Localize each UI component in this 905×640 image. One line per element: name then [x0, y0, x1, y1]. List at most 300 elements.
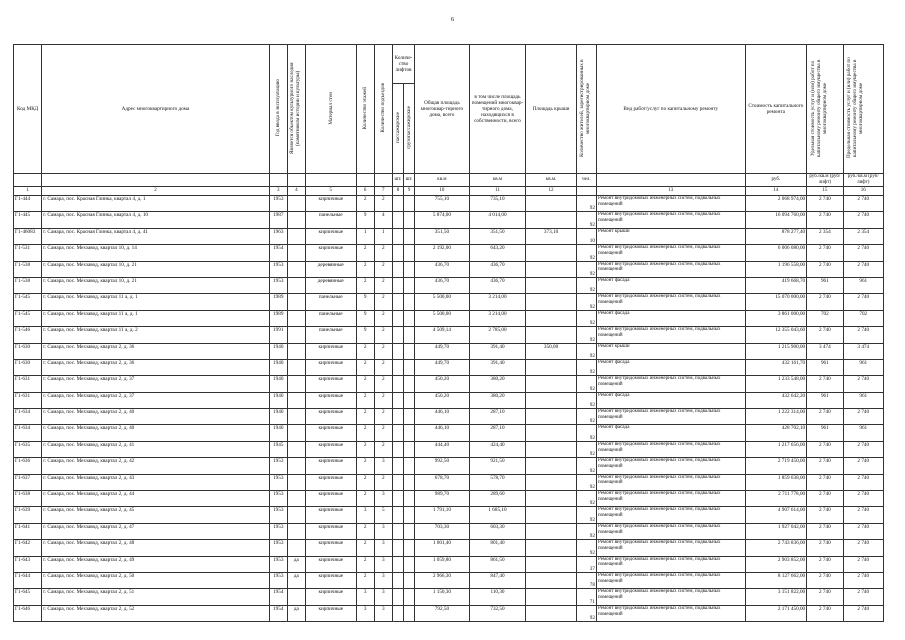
- row-walls: кирпичные: [306, 441, 357, 457]
- row-floors: 9: [356, 327, 374, 343]
- header-roof-area: Площадь крыши: [526, 45, 577, 174]
- row-cost: 2 711 778,00: [745, 491, 807, 507]
- row-work-type: Ремонт внутридомовых инженерных систем, подвальных помещений: [596, 212, 745, 228]
- table-row: [14, 343, 884, 359]
- row-floors: 9: [356, 294, 374, 310]
- row-work-type: Ремонт внутридомовых инженерных систем, подвальных помещений: [596, 523, 745, 539]
- row-limit-cost: 2 740: [843, 572, 883, 588]
- row-residents: 92: [576, 474, 596, 490]
- row-year: 1989: [269, 294, 287, 310]
- row-total-area: 5 500,00: [415, 310, 470, 326]
- row-walls: кирпичные: [306, 359, 357, 375]
- col-number: 4: [287, 187, 305, 196]
- row-limit-cost: 2 740: [843, 441, 883, 457]
- row-code: Г1-638: [14, 491, 42, 507]
- header-cost: Стоимость капитального ремонта: [745, 45, 807, 174]
- row-lifts-passenger: [392, 392, 403, 408]
- row-lifts-passenger: [392, 343, 403, 359]
- row-total-area: 5 874,00: [415, 212, 470, 228]
- row-owned-area: 391,40: [469, 343, 526, 359]
- row-total-area: 792,50: [415, 605, 470, 621]
- row-lifts-cargo: [404, 327, 415, 343]
- row-walls: кирпичные: [306, 491, 357, 507]
- row-year: 1953: [269, 572, 287, 588]
- row-lifts-passenger: [392, 196, 403, 212]
- row-work-type: Ремонт внутридомовых инженерных систем, подвальных помещений: [596, 245, 745, 261]
- row-heritage: [287, 327, 305, 343]
- row-heritage: [287, 343, 305, 359]
- row-residents: 92: [576, 491, 596, 507]
- row-lifts-cargo: [404, 359, 415, 375]
- row-floors: 2: [356, 474, 374, 490]
- row-floors: 2: [356, 572, 374, 588]
- row-unit-cost: 2 740: [807, 376, 843, 392]
- row-year: 1954: [269, 245, 287, 261]
- row-walls: кирпичные: [306, 343, 357, 359]
- row-walls: панельные: [306, 294, 357, 310]
- row-residents: 92: [576, 409, 596, 425]
- row-unit-cost: 2 740: [807, 245, 843, 261]
- units-row: [14, 174, 884, 187]
- row-work-type: Ремонт внутридомовых инженерных систем, подвальных помещений: [596, 491, 745, 507]
- row-cost: 6 006 080,00: [745, 245, 807, 261]
- row-floors: 2: [356, 523, 374, 539]
- row-code: Г1-634: [14, 409, 42, 425]
- row-residents: 92: [576, 212, 596, 228]
- table-row: [14, 523, 884, 539]
- row-lifts-cargo: [404, 458, 415, 474]
- row-lifts-passenger: [392, 572, 403, 588]
- row-unit-cost: 2 740: [807, 572, 843, 588]
- row-floors: 2: [356, 343, 374, 359]
- row-lifts-cargo: [404, 589, 415, 605]
- row-unit-cost: 2 740: [807, 556, 843, 572]
- row-walls: панельные: [306, 212, 357, 228]
- row-code: Г1-630: [14, 359, 42, 375]
- column-number-row: [14, 187, 884, 196]
- row-entrances: 2: [374, 474, 392, 490]
- row-heritage: [287, 540, 305, 556]
- row-walls: панельные: [306, 310, 357, 326]
- row-unit-cost: 2 740: [807, 294, 843, 310]
- col-number: 8: [392, 187, 403, 196]
- row-total-area: 1 791,10: [415, 507, 470, 523]
- header-limit-cost: Предельная стоимость услуг и (или) работ по капитальному ремонту общего имущества в многоквартирном доме: [843, 45, 883, 174]
- col-number: 15: [807, 187, 843, 196]
- row-roof-area: 373,10: [526, 228, 577, 244]
- row-address: г. Самара, пос. Мехзавод, квартал 2, д. 51: [42, 589, 269, 605]
- row-residents: 37: [576, 556, 596, 572]
- row-cost: 2 903 852,00: [745, 556, 807, 572]
- table-row: [14, 376, 884, 392]
- row-lifts-cargo: [404, 523, 415, 539]
- row-walls: кирпичные: [306, 409, 357, 425]
- row-floors: 2: [356, 458, 374, 474]
- col-number: 2: [42, 187, 269, 196]
- row-residents: 92: [576, 261, 596, 277]
- row-roof-area: [526, 409, 577, 425]
- header-owned-area: в том числе площадь помещений многоквар-тирного дома, находящихся в собственности, всего: [469, 45, 526, 174]
- row-limit-cost: 2 740: [843, 507, 883, 523]
- row-entrances: 2: [374, 359, 392, 375]
- unit-limit: руб./кв.м (руб/лифт): [843, 174, 883, 187]
- row-lifts-cargo: [404, 212, 415, 228]
- row-residents: 92: [576, 458, 596, 474]
- header-total-area: Общая площадь многоквар-тирного дома, всего: [415, 45, 470, 174]
- row-roof-area: [526, 556, 577, 572]
- row-address: г. Самара, пос. Мехзавод, квартал 2, д. 40: [42, 409, 269, 425]
- row-lifts-passenger: [392, 310, 403, 326]
- row-entrances: 2: [374, 327, 392, 343]
- header-residents: Количество жителей, зарегистрированных в многоквартирном доме: [576, 45, 596, 174]
- row-heritage: [287, 441, 305, 457]
- row-roof-area: [526, 310, 577, 326]
- row-lifts-cargo: [404, 605, 415, 621]
- col-number: 10: [415, 187, 470, 196]
- row-unit-cost: 2 740: [807, 441, 843, 457]
- row-work-type: Ремонт внутридомовых инженерных систем, подвальных помещений: [596, 605, 745, 621]
- row-owned-area: 3 214,00: [469, 310, 526, 326]
- row-year: 1940: [269, 359, 287, 375]
- table-row: [14, 228, 884, 244]
- unit-cost: руб.: [745, 174, 807, 187]
- row-lifts-passenger: [392, 605, 403, 621]
- row-roof-area: [526, 458, 577, 474]
- row-cost: 1 217 656,00: [745, 441, 807, 457]
- row-year: 1989: [269, 310, 287, 326]
- row-work-type: Ремонт внутридомовых инженерных систем, подвальных помещений: [596, 376, 745, 392]
- row-cost: 432 642,20: [745, 392, 807, 408]
- row-entrances: 2: [374, 441, 392, 457]
- row-limit-cost: 2 740: [843, 409, 883, 425]
- row-owned-area: 861,50: [469, 556, 526, 572]
- row-entrances: 2: [374, 392, 392, 408]
- col-number: 3: [269, 187, 287, 196]
- col-number: 12: [526, 187, 577, 196]
- row-residents: 92: [576, 245, 596, 261]
- row-limit-cost: 702: [843, 310, 883, 326]
- row-heritage: [287, 491, 305, 507]
- table-row: [14, 605, 884, 621]
- row-heritage: [287, 310, 305, 326]
- row-roof-area: [526, 261, 577, 277]
- row-code: Г1-636: [14, 458, 42, 474]
- row-address: г. Самара, пос. Мехзавод, квартал 2, д. 41: [42, 441, 269, 457]
- row-residents: 92: [576, 523, 596, 539]
- row-lifts-passenger: [392, 491, 403, 507]
- row-heritage: [287, 425, 305, 441]
- row-heritage: [287, 261, 305, 277]
- table-row: [14, 212, 884, 228]
- row-entrances: 3: [374, 491, 392, 507]
- row-total-area: 351,50: [415, 228, 470, 244]
- row-unit-cost: 2 740: [807, 589, 843, 605]
- row-unit-cost: 961: [807, 277, 843, 293]
- row-entrances: 3: [374, 458, 392, 474]
- row-work-type: Ремонт внутридомовых инженерных систем, подвальных помещений: [596, 589, 745, 605]
- table-header-row: [14, 45, 884, 84]
- row-address: г. Самара, пос. Мехзавод, квартал 10, д. 21: [42, 277, 269, 293]
- row-lifts-cargo: [404, 474, 415, 490]
- row-cost: 12 355 043,60: [745, 327, 807, 343]
- row-address: г. Самара, пос. Мехзавод, квартал 10, д. 14: [42, 245, 269, 261]
- row-year: 1940: [269, 425, 287, 441]
- row-cost: 3 151 822,00: [745, 589, 807, 605]
- row-code: Г1-641: [14, 523, 42, 539]
- row-work-type: Ремонт внутридомовых инженерных систем, подвальных помещений: [596, 261, 745, 277]
- row-heritage: да: [287, 605, 305, 621]
- row-work-type: Ремонт внутридомовых инженерных систем, подвальных помещений: [596, 507, 745, 523]
- row-total-area: 755,10: [415, 196, 470, 212]
- row-lifts-cargo: [404, 409, 415, 425]
- row-entrances: 3: [374, 556, 392, 572]
- row-address: г. Самара, пос. Мехзавод, квартал 2, д. 45: [42, 507, 269, 523]
- row-code: Г1-645: [14, 589, 42, 605]
- row-address: г. Самара, пос. Мехзавод, квартал 2, д. 42: [42, 458, 269, 474]
- row-owned-area: 391,40: [469, 359, 526, 375]
- row-total-area: 4 509,14: [415, 327, 470, 343]
- col-number: 6: [356, 187, 374, 196]
- row-code: Г1-531: [14, 245, 42, 261]
- row-heritage: [287, 277, 305, 293]
- row-owned-area: 351,50: [469, 228, 526, 244]
- row-roof-area: [526, 327, 577, 343]
- row-cost: 419 668,70: [745, 277, 807, 293]
- row-limit-cost: 2 740: [843, 245, 883, 261]
- table-row: [14, 556, 884, 572]
- row-limit-cost: 2 740: [843, 589, 883, 605]
- row-code: Г1-637: [14, 474, 42, 490]
- row-floors: 2: [356, 277, 374, 293]
- row-limit-cost: 2 740: [843, 261, 883, 277]
- row-roof-area: [526, 589, 577, 605]
- row-lifts-passenger: [392, 376, 403, 392]
- row-floors: 1: [356, 228, 374, 244]
- row-lifts-passenger: [392, 228, 403, 244]
- row-cost: 2 068 974,00: [745, 196, 807, 212]
- row-limit-cost: 2 354: [843, 228, 883, 244]
- row-residents: 92: [576, 605, 596, 621]
- row-address: г. Самара, пос. Мехзавод, квартал 2, д. 48: [42, 540, 269, 556]
- row-entrances: 2: [374, 343, 392, 359]
- row-lifts-cargo: [404, 376, 415, 392]
- row-owned-area: 4 014,00: [469, 212, 526, 228]
- row-walls: кирпичные: [306, 458, 357, 474]
- row-residents: 92: [576, 359, 596, 375]
- row-unit-cost: 2 740: [807, 507, 843, 523]
- row-walls: кирпичные: [306, 228, 357, 244]
- row-unit-cost: 2 740: [807, 327, 843, 343]
- row-walls: кирпичные: [306, 540, 357, 556]
- row-floors: 2: [356, 392, 374, 408]
- table-row: [14, 458, 884, 474]
- row-unit-cost: 702: [807, 310, 843, 326]
- row-code: Г1-634: [14, 425, 42, 441]
- row-lifts-cargo: [404, 343, 415, 359]
- row-code: Г1-631: [14, 376, 42, 392]
- row-address: г. Самара, пос. Мехзавод, квартал 11 а, д. 2: [42, 327, 269, 343]
- table-row: [14, 441, 884, 457]
- row-floors: 2: [356, 359, 374, 375]
- row-work-type: Ремонт внутридомовых инженерных систем, подвальных помещений: [596, 572, 745, 588]
- row-heritage: [287, 507, 305, 523]
- row-code: Г1-538: [14, 277, 42, 293]
- row-residents: 92: [576, 277, 596, 293]
- row-total-area: 446,10: [415, 425, 470, 441]
- unit-lp: шт.: [392, 174, 403, 187]
- row-year: 1953: [269, 556, 287, 572]
- row-lifts-cargo: [404, 245, 415, 261]
- row-entrances: 3: [374, 589, 392, 605]
- row-roof-area: [526, 523, 577, 539]
- row-owned-area: 578,70: [469, 474, 526, 490]
- row-total-area: 992,50: [415, 458, 470, 474]
- row-entrances: 4: [374, 212, 392, 228]
- row-cost: 432 161,70: [745, 359, 807, 375]
- row-roof-area: [526, 212, 577, 228]
- table-row: [14, 245, 884, 261]
- row-roof-area: [526, 605, 577, 621]
- row-heritage: да: [287, 556, 305, 572]
- header-code: Код МКД: [14, 45, 42, 174]
- header-work-type: Вид работ/услуг по капитальному ремонту: [596, 45, 745, 174]
- row-heritage: [287, 245, 305, 261]
- row-lifts-cargo: [404, 540, 415, 556]
- unit-own: кв.м: [469, 174, 526, 187]
- row-entrances: 3: [374, 523, 392, 539]
- row-floors: 9: [356, 212, 374, 228]
- row-heritage: [287, 294, 305, 310]
- row-lifts-cargo: [404, 294, 415, 310]
- row-entrances: 2: [374, 261, 392, 277]
- row-unit-cost: 2 740: [807, 523, 843, 539]
- row-limit-cost: 2 740: [843, 294, 883, 310]
- row-owned-area: 847,40: [469, 572, 526, 588]
- row-work-type: Ремонт фасада: [596, 392, 745, 408]
- header-address: Адрес многоквартирного дома: [42, 45, 269, 174]
- row-roof-area: [526, 507, 577, 523]
- row-residents: 92: [576, 327, 596, 343]
- table-row: [14, 589, 884, 605]
- unit-people: чел.: [576, 174, 596, 187]
- row-address: г. Самара, пос. Мехзавод, квартал 2, д. 37: [42, 376, 269, 392]
- table-row: [14, 392, 884, 408]
- row-walls: кирпичные: [306, 474, 357, 490]
- table-row: [14, 310, 884, 326]
- row-total-area: 450,20: [415, 392, 470, 408]
- row-work-type: Ремонт внутридомовых инженерных систем, подвальных помещений: [596, 474, 745, 490]
- row-roof-area: [526, 196, 577, 212]
- row-owned-area: 289,60: [469, 491, 526, 507]
- row-cost: 1 859 638,00: [745, 474, 807, 490]
- row-lifts-passenger: [392, 212, 403, 228]
- row-code: Г1-538: [14, 261, 42, 277]
- row-total-area: 678,70: [415, 474, 470, 490]
- row-lifts-passenger: [392, 441, 403, 457]
- row-limit-cost: 961: [843, 359, 883, 375]
- row-lifts-cargo: [404, 261, 415, 277]
- row-total-area: 2 966,30: [415, 572, 470, 588]
- row-code: Г1-545: [14, 310, 42, 326]
- row-owned-area: 110,30: [469, 589, 526, 605]
- row-walls: кирпичные: [306, 425, 357, 441]
- row-cost: 1 196 558,00: [745, 261, 807, 277]
- row-lifts-passenger: [392, 409, 403, 425]
- row-work-type: Ремонт крыши: [596, 228, 745, 244]
- row-lifts-cargo: [404, 556, 415, 572]
- table-body: [14, 196, 884, 622]
- table-row: [14, 491, 884, 507]
- row-address: г. Самара, пос. Красная Глинка, квартал 4, д. 41: [42, 228, 269, 244]
- row-cost: 428 702,10: [745, 425, 807, 441]
- row-entrances: 2: [374, 376, 392, 392]
- row-owned-area: 2 785,00: [469, 327, 526, 343]
- row-code: Г1-545: [14, 294, 42, 310]
- row-walls: кирпичные: [306, 572, 357, 588]
- row-total-area: 703,30: [415, 523, 470, 539]
- row-heritage: да: [287, 572, 305, 588]
- row-year: 1940: [269, 392, 287, 408]
- row-year: 1953: [269, 523, 287, 539]
- row-total-area: 1 150,30: [415, 589, 470, 605]
- row-limit-cost: 2 740: [843, 491, 883, 507]
- row-lifts-cargo: [404, 228, 415, 244]
- row-lifts-cargo: [404, 392, 415, 408]
- row-code: Г1-639: [14, 507, 42, 523]
- page-number: 6: [450, 16, 455, 23]
- row-address: г. Самара, пос. Мехзавод, квартал 2, д. 36: [42, 359, 269, 375]
- row-owned-area: 287,10: [469, 425, 526, 441]
- row-year: 1991: [269, 327, 287, 343]
- row-limit-cost: 2 740: [843, 327, 883, 343]
- row-floors: 2: [356, 409, 374, 425]
- row-owned-area: 732,50: [469, 605, 526, 621]
- row-year: 1953: [269, 507, 287, 523]
- row-year: 1945: [269, 441, 287, 457]
- row-code: Г1-630: [14, 343, 42, 359]
- row-lifts-cargo: [404, 277, 415, 293]
- row-lifts-passenger: [392, 507, 403, 523]
- row-heritage: [287, 523, 305, 539]
- row-cost: 3 861 000,00: [745, 310, 807, 326]
- header-walls: Материал стен: [306, 45, 357, 174]
- row-code: Г1-635: [14, 441, 42, 457]
- row-lifts-passenger: [392, 294, 403, 310]
- row-residents: 92: [576, 376, 596, 392]
- row-total-area: 449,70: [415, 343, 470, 359]
- row-year: 1953: [269, 540, 287, 556]
- row-total-area: 444,40: [415, 441, 470, 457]
- row-unit-cost: 961: [807, 359, 843, 375]
- row-total-area: 2 192,00: [415, 245, 470, 261]
- row-heritage: [287, 392, 305, 408]
- row-work-type: Ремонт внутридомовых инженерных систем, подвальных помещений: [596, 294, 745, 310]
- row-work-type: Ремонт внутридомовых инженерных систем, подвальных помещений: [596, 556, 745, 572]
- row-year: 1953: [269, 196, 287, 212]
- row-work-type: Ремонт крыши: [596, 343, 745, 359]
- row-entrances: 2: [374, 425, 392, 441]
- row-roof-area: [526, 441, 577, 457]
- row-lifts-passenger: [392, 261, 403, 277]
- row-roof-area: [526, 491, 577, 507]
- row-unit-cost: 2 740: [807, 458, 843, 474]
- row-residents: 10: [576, 228, 596, 244]
- row-floors: 2: [356, 245, 374, 261]
- row-walls: кирпичные: [306, 589, 357, 605]
- row-total-area: 1 001,40: [415, 540, 470, 556]
- header-floors: Количество этажей: [356, 45, 374, 174]
- row-unit-cost: 2 740: [807, 261, 843, 277]
